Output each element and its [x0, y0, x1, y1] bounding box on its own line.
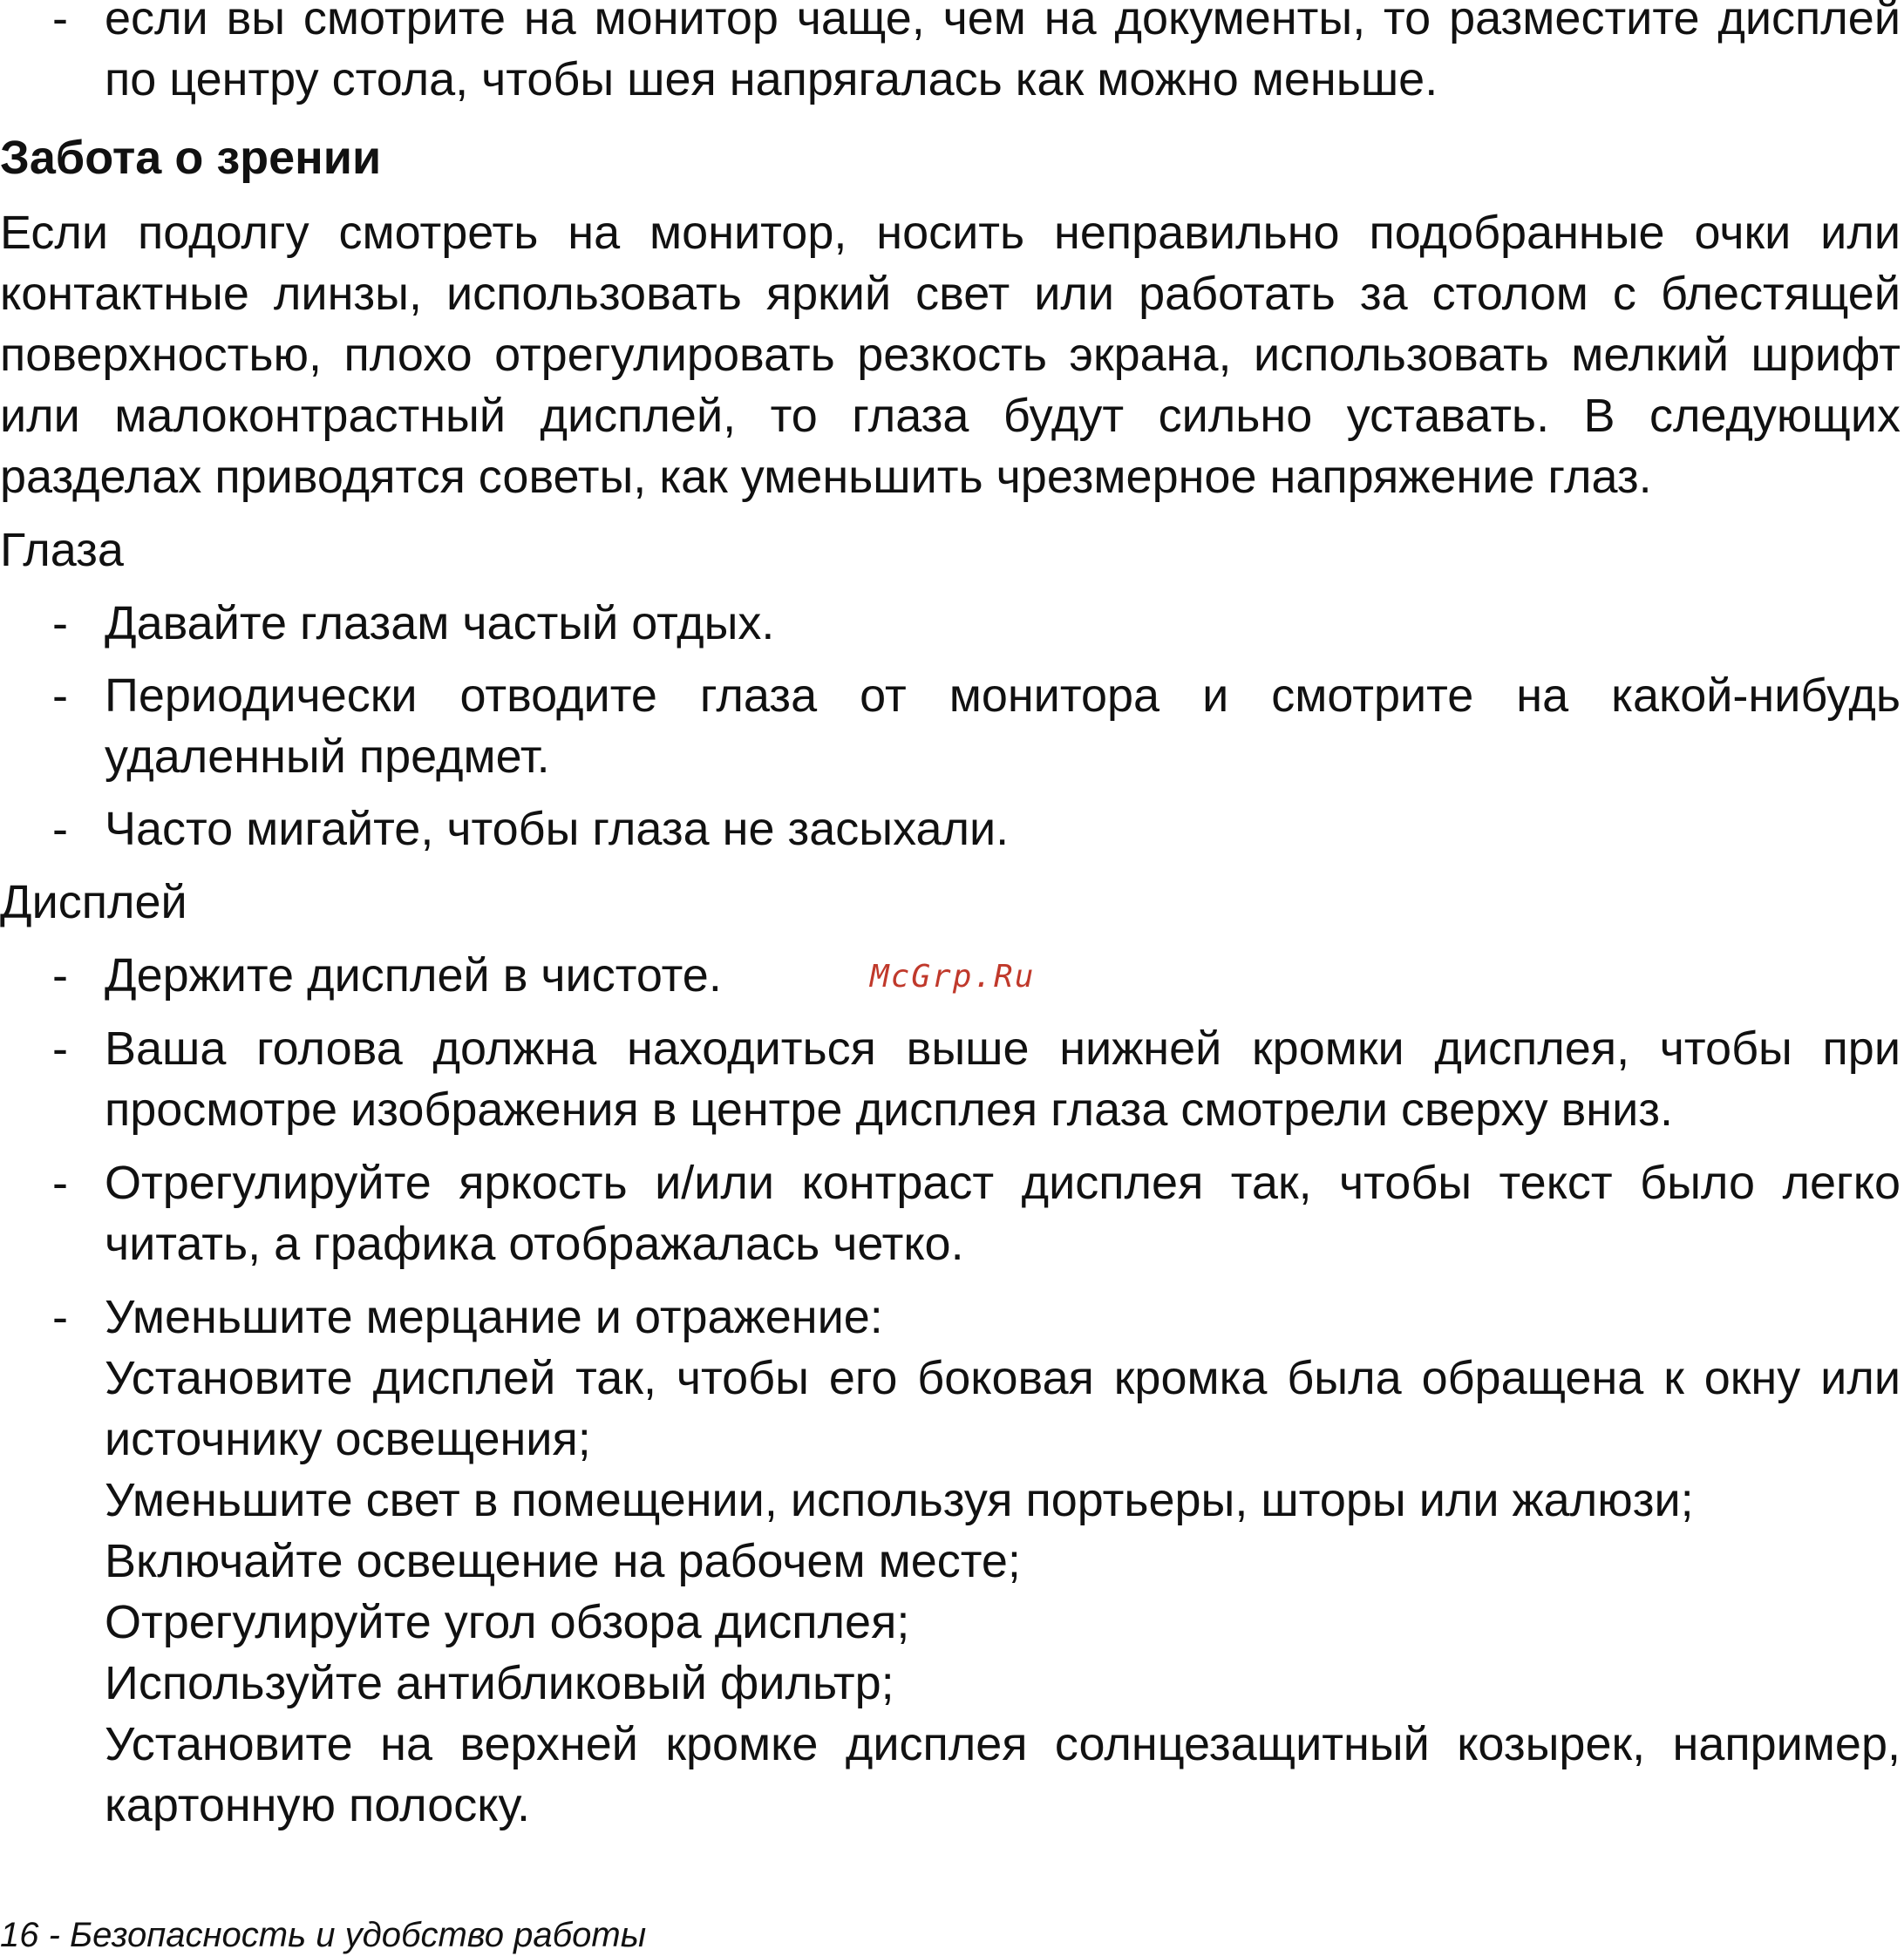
- bullet-dash: -: [52, 0, 68, 44]
- subsection-title-display: Дисплей: [0, 876, 187, 928]
- bullet-dash: -: [52, 597, 68, 649]
- bullet-dash: -: [52, 949, 68, 1002]
- text-line: Отрегулируйте угол обзора дисплея;: [105, 1596, 910, 1648]
- bullet-dash: -: [52, 1157, 68, 1209]
- text-line: Установите дисплей так, чтобы его боковая кромка была обращена к окну или: [105, 1352, 1901, 1404]
- bullet-dash: -: [52, 1022, 68, 1075]
- text-line: Ваша голова должна находиться выше нижней кромки дисплея, чтобы при: [105, 1022, 1901, 1075]
- list-item-text: [105, 0, 1901, 110]
- bullet-dash: -: [52, 803, 68, 855]
- text-line: просмотре изображения в центре дисплея глаза смотрели сверху вниз.: [105, 1083, 1674, 1136]
- text-line: по центру стола, чтобы шея напрягалась как можно меньше.: [105, 53, 1438, 105]
- text-line: Включайте освещение на рабочем месте;: [105, 1535, 1021, 1587]
- list-item-text: [105, 665, 1901, 787]
- text-line: Уменьшите свет в помещении, используя портьеры, шторы или жалюзи;: [105, 1474, 1694, 1526]
- section-title: Забота о зрении: [0, 132, 382, 184]
- text-line: Отрегулируйте яркость и/или контраст дисплея так, чтобы текст было легко: [105, 1157, 1901, 1209]
- text-line: разделах приводятся советы, как уменьшить чрезмерное напряжение глаз.: [0, 451, 1652, 503]
- list-item-text: [105, 798, 1901, 859]
- list-item-text: [105, 1152, 1901, 1274]
- text-line: поверхностью, плохо отрегулировать резкость экрана, использовать мелкий шрифт: [0, 329, 1901, 381]
- watermark: McGrp.Ru: [870, 959, 1036, 995]
- list-item-text: [105, 1287, 1901, 1836]
- subsection-title-eyes: Глаза: [0, 524, 124, 576]
- text-line: Если подолгу смотреть на монитор, носить неправильно подобранные очки или: [0, 207, 1901, 259]
- text-line: Давайте глазам частый отдых.: [105, 597, 775, 649]
- bullet-dash: -: [52, 669, 68, 722]
- text-line: картонную полоску.: [105, 1779, 531, 1831]
- text-line: удаленный предмет.: [105, 730, 550, 783]
- list-item-text: [105, 593, 1901, 654]
- text-line: Уменьшите мерцание и отражение:: [105, 1291, 883, 1343]
- text-line: если вы смотрите на монитор чаще, чем на документы, то разместите дисплей: [105, 0, 1901, 44]
- page-footer: 16 - Безопасность и удобство работы: [0, 1916, 647, 1954]
- list-item-text: [105, 1018, 1901, 1140]
- bullet-dash: -: [52, 1291, 68, 1343]
- text-line: источнику освещения;: [105, 1413, 591, 1465]
- intro-paragraph: [0, 202, 1901, 507]
- text-line: контактные линзы, использовать яркий свет или работать за столом с блестящей: [0, 268, 1901, 320]
- text-line: Периодически отводите глаза от монитора и смотрите на какой-нибудь: [105, 669, 1901, 722]
- text-line: Используйте антибликовый фильтр;: [105, 1657, 894, 1709]
- text-line: Часто мигайте, чтобы глаза не засыхали.: [105, 803, 1010, 855]
- text-line: Держите дисплей в чистоте.: [105, 949, 722, 1002]
- text-line: читать, а графика отображалась четко.: [105, 1218, 964, 1270]
- text-line: Установите на верхней кромке дисплея солнцезащитный козырек, например,: [105, 1718, 1901, 1770]
- text-line: или малоконтрастный дисплей, то глаза будут сильно уставать. В следующих: [0, 390, 1901, 442]
